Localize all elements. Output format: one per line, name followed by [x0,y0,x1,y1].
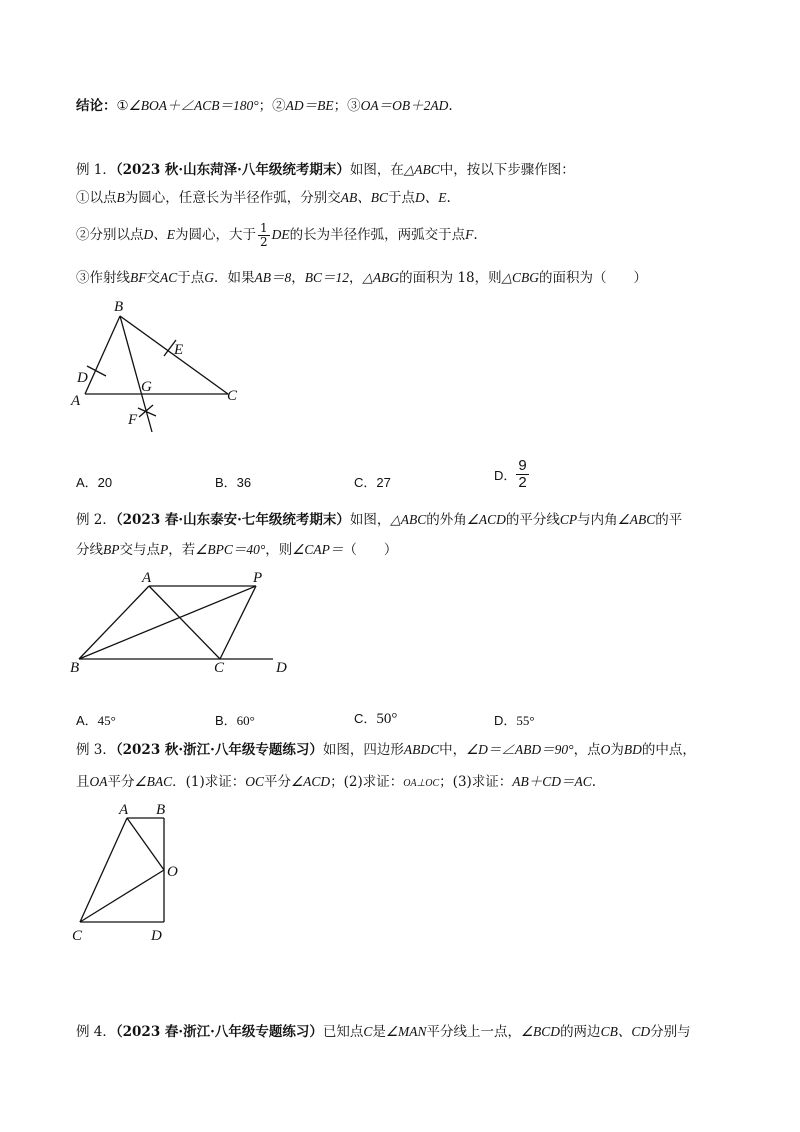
math: ∠MAN [385,1024,427,1039]
text: ②分别以点 [76,227,144,243]
example-2-option-b[interactable] [215,710,255,729]
text: 的长为半径作弧，两弧交于点 [289,227,466,243]
label-a: A [142,570,152,586]
text: 是 [372,1024,386,1040]
math: BD [623,742,642,757]
text: 于点 [177,270,205,286]
label-g: G [141,379,152,395]
text: 的外角 [426,512,467,528]
text: . [446,190,451,206]
math: ∠D＝∠ABD＝90° [466,742,574,757]
text: 平分 [264,774,291,790]
segment-ab [79,586,149,659]
text: . [591,774,597,790]
segment-ao [127,818,164,870]
label-c: C [72,928,83,944]
option-value: 45° [97,713,116,728]
math: P [160,542,169,557]
conclusion-label: 结论： [76,98,117,114]
math: ∠BCD [520,1024,561,1039]
segment-co [80,870,164,922]
segment-ab [85,316,120,394]
math: AB＋CD＝AC [512,774,592,789]
math: CP [559,512,578,527]
math: OA [89,774,108,789]
math: AB、BC [340,190,388,205]
text: 为圆心，任意长为半径作弧，分别交 [124,190,341,206]
segment-ca [80,818,127,922]
label-b: B [114,299,124,315]
text: 分线 [76,542,103,558]
segment-bp [79,586,256,659]
text: 分别与 [650,1024,691,1040]
segment-cp [220,586,256,659]
example-1-figure [68,296,258,436]
math: BP [103,542,120,557]
text: ①以点 [76,190,117,206]
text: 交与点 [119,542,160,558]
math: BC＝12 [304,270,350,285]
label-a: A [119,802,129,818]
example-3-figure [68,798,188,946]
conclusion-item-2: AD＝BE [285,98,334,113]
math: CB、CD [600,1024,651,1039]
example-1-option-b[interactable]: B．36 [215,475,252,490]
math: △ABG [362,270,400,285]
text: ③作射线 [76,270,130,286]
text: 平分线上一点， [426,1024,521,1040]
conclusion-line [76,96,453,116]
math: ∠BAC [134,774,173,789]
option-letter: B． [215,713,237,728]
label-d: D [276,660,287,676]
label-p: P [253,570,263,586]
fraction-one-half [258,222,270,249]
fraction-nine-halves [516,458,528,491]
option-letter: D． [494,713,517,728]
conclusion-sep: ；② [258,98,286,114]
math: DE [271,227,290,242]
text: 已知点 [322,1024,364,1040]
label-b: B [70,660,80,676]
example-source: （2023 春·山东泰安·七年级统考期末） [115,512,350,528]
example-1-step-2 [76,222,478,249]
math: D、E [415,190,447,205]
label-d: D [77,370,88,386]
math: G [204,270,215,285]
example-number: 例 2． [76,512,116,528]
example-1-heading [76,160,575,180]
label-d: D [151,928,162,944]
label-o: O [167,864,178,880]
text: 中， [439,742,467,758]
example-2-option-c[interactable] [354,708,397,728]
conclusion-item-1-marker: ① [116,98,129,114]
arc-mark-f-2 [139,405,153,417]
text: 的平分线 [505,512,560,528]
text: 如图， [349,512,391,528]
text: 如图，四边形 [322,742,404,758]
math: ∠ACD [466,512,506,527]
text: 与内角 [577,512,618,528]
math: AB＝8 [254,270,292,285]
math: OA⊥OC [403,778,440,789]
text: 于点 [388,190,415,206]
text: 的平 [655,512,683,528]
text: 的面积为 18，则 [399,270,502,286]
label-b: B [156,802,166,818]
math: ABDC [403,742,440,757]
text: ，则 [265,542,293,558]
conclusion-sep: ；③ [333,98,361,114]
example-2-option-a[interactable] [76,710,116,729]
example-1-option-c[interactable]: C．27 [354,475,391,490]
text: 的两边 [560,1024,601,1040]
option-letter: C． [354,711,377,726]
text: 平分 [107,774,135,790]
example-number: 例 4． [76,1024,116,1040]
text: ， [291,270,305,286]
text: 为 [610,742,624,758]
math: △CBG [501,270,540,285]
text: . [473,227,478,243]
math: B [116,190,125,205]
example-3-line-2 [76,772,596,794]
text: ，点 [573,742,601,758]
text: ．(1)求证： [172,774,246,790]
denominator: 2 [260,235,268,249]
math: C [363,1024,373,1039]
example-number: 例 1． [76,162,116,178]
example-1-option-a[interactable]: A．20 [76,475,113,490]
math: ∠BPC＝40° [195,542,266,557]
answer-blank: 的面积为（ ） [539,270,648,286]
label-e: E [174,342,184,358]
example-2-figure [68,568,293,676]
example-source: （2023 秋·浙江·八年级专题练习） [115,742,323,758]
text: 且 [76,774,90,790]
text: 如图，在 [349,162,404,178]
math: △ABC [390,512,427,527]
label-c: C [227,388,238,404]
text: ；(2)求证： [330,774,404,790]
label-a: A [71,393,81,409]
numerator: 9 [518,457,527,474]
conclusion-item-1: ∠BOA＋∠ACB＝180° [128,98,259,113]
text: 中，按以下步骤作图： [439,162,575,178]
option-value: 50° [376,711,398,727]
text: ，若 [168,542,196,558]
math: ∠ABC [617,512,656,527]
example-3-line-1 [76,740,696,760]
label-f: F [128,412,138,428]
math: OC [245,774,264,789]
example-source: （2023 春·浙江·八年级专题练习） [115,1024,323,1040]
example-source: （2023 秋·山东菏泽·八年级统考期末） [115,162,350,178]
denominator: 2 [518,474,527,491]
option-letter: A． [76,713,98,728]
option-value: 55° [516,713,535,728]
example-1-option-d[interactable] [494,458,529,491]
example-2-option-d[interactable] [494,710,535,729]
math: △ABC [403,162,440,177]
math: D、E [143,227,175,242]
option-value: 60° [236,713,255,728]
answer-blank: （ ） [343,542,398,558]
math: O [600,742,611,757]
numerator: 1 [260,221,268,235]
text: ．如果 [214,270,255,286]
text: 为圆心，大于 [175,227,256,243]
example-2-line-1 [76,510,682,530]
math: ∠ACD [291,774,331,789]
math: AC [160,270,178,285]
math: BF [130,270,147,285]
label-c: C [214,660,225,676]
example-number: 例 3． [76,742,116,758]
text: 的中点， [641,742,696,758]
option-letter: D． [494,468,517,483]
text: ；(3)求证： [439,774,513,790]
conclusion-end: . [448,98,453,114]
example-1-step-3 [76,268,647,288]
example-1-step-1 [76,188,451,208]
math: F [465,227,474,242]
text: ， [349,270,363,286]
example-4-line-1 [76,1022,691,1042]
conclusion-item-3: OA＝OB＋2AD [360,98,449,113]
segment-ac [149,586,220,659]
example-2-line-2 [76,540,397,560]
text: 交 [146,270,160,286]
math: ∠CAP＝ [292,542,344,557]
